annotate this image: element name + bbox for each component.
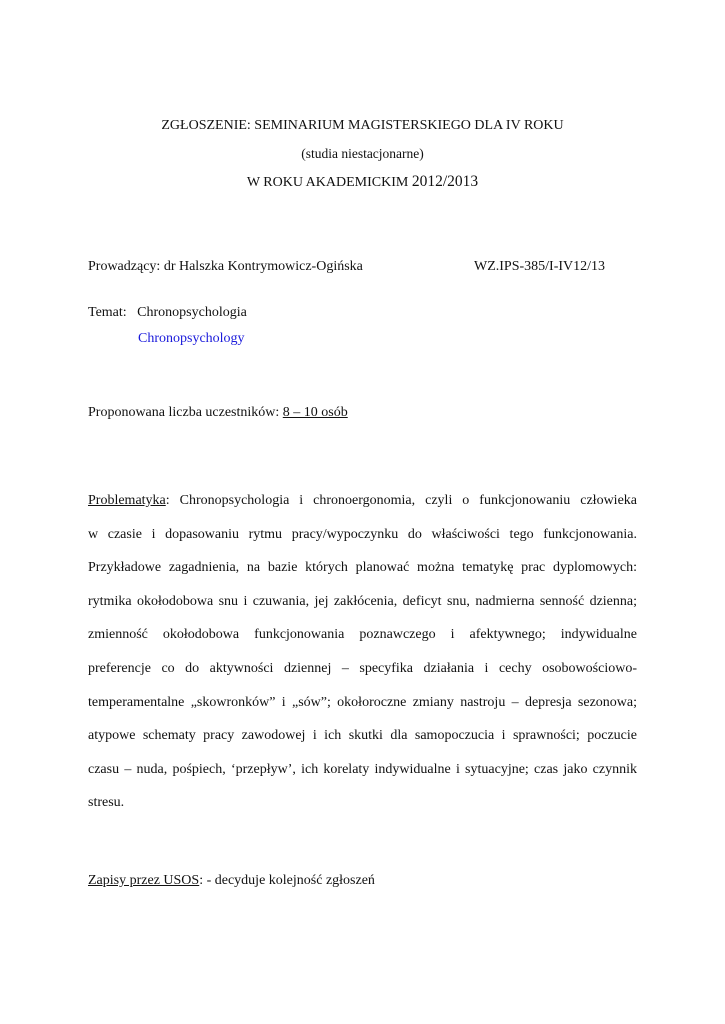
problems-line: temperamentalne „skowronków” i „sów”; okołoroczne zmiany nastroju – depresja sezonowa; [88,694,637,710]
participants-row [88,405,348,421]
registration-text: : - decyduje kolejność zgłoszeń [199,873,375,888]
participants-value: 8 – 10 osób [282,405,348,420]
document-title: ZGŁOSZENIE: SEMINARIUM MAGISTERSKIEGO DLA IV ROKU [161,118,564,133]
lecturer-row [88,259,363,275]
problems-line: w czasie i dopasowaniu rytmu pracy/wypoczynku do właściwości tego funkcjonowania. [88,526,637,542]
problems-paragraph [88,484,637,820]
problems-line: czasu – nuda, pośpiech, ‘przepływ’, ich korelaty indywidualne i sytuacyjne; czas jako czynnik [88,761,637,777]
topic-title-pl: Chronopsychologia [137,305,247,320]
registration-row [88,873,375,889]
problems-line: atypowe schematy pracy zawodowej i ich skutki dla samopoczucia i sprawności; poczucie [88,728,637,744]
reference-number: WZ.IPS-385/I-IV12/13 [474,259,606,274]
academic-year-line [0,173,725,191]
registration-label: Zapisy przez USOS [88,873,200,888]
problems-line: preferencje co do aktywności dziennej – specyfika działania i cechy osobowościowo- [88,660,637,676]
problems-line: Przykładowe zagadnienia, na bazie których planować można tematykę prac dyplomowych: [88,560,637,576]
academic-year-prefix: W ROKU AKADEMICKIM [246,175,412,190]
lecturer-label: Prowadzący: [88,259,161,274]
problems-line: stresu. [88,795,125,811]
problems-line: Problematyka: Chronopsychologia i chronoergonomia, czyli o funkcjonowaniu człowieka [88,493,637,508]
topic-row [88,305,247,321]
lecturer-name: dr Halszka Kontrymowicz-Ogińska [163,259,363,274]
topic-title-en: Chronopsychology [138,331,245,346]
academic-year-value: 2012/2013 [411,173,479,190]
topic-label: Temat: [88,305,127,320]
study-mode-subtitle: (studia niestacjonarne) [301,146,424,161]
participants-label: Proponowana liczba uczestników: [88,405,280,420]
problems-line: zmienność okołodobowa funkcjonowania poznawczego i afektywnego; indywidualne [88,627,637,643]
problems-label: Problematyka [88,493,166,508]
problems-line: rytmika okołodobowa snu i czuwania, jej zakłócenia, deficyt snu, nadmierna senność dzienna; [88,593,637,609]
